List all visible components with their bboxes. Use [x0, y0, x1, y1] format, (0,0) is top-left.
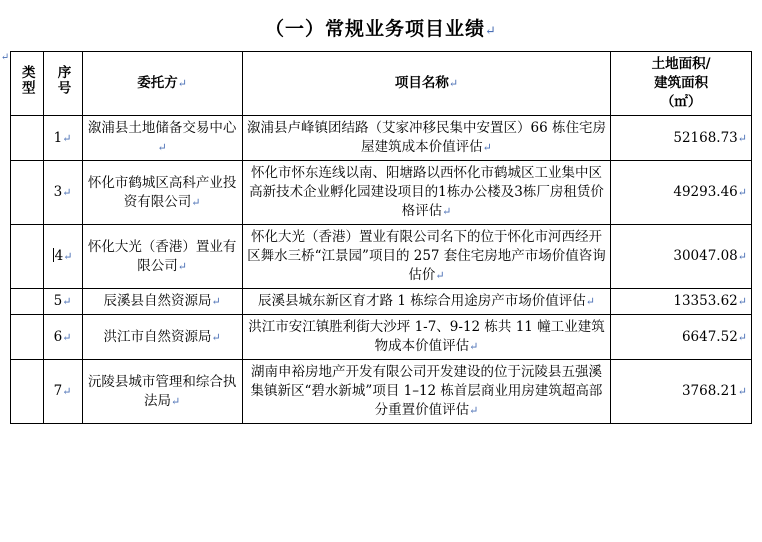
cell-type [11, 161, 44, 225]
cell-area-value: 13353.62 [673, 293, 738, 309]
cell-project-value: 洪江市安江镇胜利街大沙坪 1-7、9-12 栋共 11 幢工业建筑物成本价值评估 [248, 319, 605, 354]
cell-client [82, 225, 242, 289]
cell-client-value: 溆浦县土地储备交易中心 [87, 120, 237, 136]
column-header-area [611, 52, 752, 116]
cell-area [611, 289, 752, 315]
table-row [11, 116, 752, 161]
paragraph-mark-icon: ↵ [62, 186, 72, 199]
column-header-type [11, 52, 44, 116]
paragraph-mark-icon: ↵ [62, 295, 72, 308]
cell-project [242, 289, 610, 315]
cell-seq [43, 315, 82, 360]
cell-client [82, 289, 242, 315]
paragraph-mark-icon: ↵ [211, 295, 221, 308]
paragraph-mark-icon: ↵ [62, 131, 72, 145]
page-title [0, 0, 762, 51]
column-header-project [242, 52, 610, 116]
table-header-row [11, 52, 752, 116]
cell-project [242, 161, 610, 225]
cell-type [11, 289, 44, 315]
table-row [11, 161, 752, 225]
cell-type [11, 315, 44, 360]
cell-seq-value: 7 [53, 383, 63, 399]
cell-project [242, 116, 610, 161]
cell-project [242, 360, 610, 424]
cell-seq-value: 6 [53, 328, 63, 345]
cell-client-value: 辰溪县自然资源局 [103, 293, 212, 309]
cell-project-value: 怀化大光（香港）置业有限公司名下的位于怀化市河西经开区舞水三桥“江景园”项目的 257 套住宅房地产市场价值咨询估价 [247, 229, 606, 283]
cell-project-value: 溆浦县卢峰镇团结路（艾家冲移民集中安置区）66 栋住宅房屋建筑成本价值评估 [247, 120, 606, 155]
cell-type [11, 116, 44, 161]
cell-area-value: 49293.46 [673, 184, 738, 200]
cell-type [11, 360, 44, 424]
paragraph-mark-icon: ↵ [442, 205, 452, 218]
cell-seq-value: 4 [54, 248, 64, 264]
column-header-seq-label: 序号 [54, 65, 71, 96]
cell-project [242, 225, 610, 289]
paragraph-mark-icon: ↵ [737, 250, 747, 263]
cell-seq [43, 116, 82, 161]
cell-client-value: 沅陵县城市管理和综合执法局 [87, 373, 237, 409]
table-row [11, 360, 752, 424]
paragraph-mark-icon: ↵ [737, 385, 747, 398]
cell-area-value: 30047.08 [673, 248, 738, 264]
paragraph-mark-icon: ↵ [737, 186, 747, 199]
column-header-seq [43, 52, 82, 116]
paragraph-mark-icon: ↵ [435, 269, 445, 282]
cell-seq [43, 289, 82, 315]
cell-seq-value: 1 [53, 129, 63, 146]
cell-client [82, 315, 242, 360]
paragraph-mark-icon: ↵ [171, 394, 181, 408]
cell-area [611, 315, 752, 360]
cell-area [611, 161, 752, 225]
table-row [11, 289, 752, 315]
paragraph-mark-icon: ↵ [63, 250, 73, 263]
paragraph-mark-icon: ↵ [469, 404, 479, 417]
cell-area-value: 52168.73 [673, 129, 738, 146]
column-header-project-label: 项目名称 [394, 75, 449, 91]
cell-client-value: 怀化市鹤城区高科产业投资有限公司 [87, 174, 237, 210]
column-header-client [82, 52, 242, 116]
cell-client [82, 161, 242, 225]
cell-project-value: 湖南申裕房地产开发有限公司开发建设的位于沅陵县五强溪集镇新区“碧水新城”项目 1–12 栋首层商业用房建筑超高部分重置价值评估 [250, 364, 603, 418]
paragraph-mark-icon: ↵ [585, 295, 595, 308]
page-title-text: （一）常规业务项目业绩 [265, 18, 486, 40]
cell-client-value: 洪江市自然资源局 [103, 328, 212, 345]
paragraph-mark-icon: ↵ [482, 141, 492, 154]
paragraph-mark-icon: ↵ [62, 385, 72, 398]
paragraph-mark-icon: ↵ [737, 131, 747, 145]
paragraph-mark-icon: ↵ [737, 330, 747, 344]
margin-mark: ↵ [0, 52, 10, 63]
paragraph-mark-icon: ↵ [62, 330, 72, 344]
cell-type [11, 225, 44, 289]
cell-project-value: 辰溪县城东新区育才路 1 栋综合用途房产市场价值评估 [258, 293, 586, 309]
column-header-type-label: 类型 [18, 65, 35, 96]
cell-area [611, 225, 752, 289]
cell-client-value: 怀化大光（香港）置业有限公司 [87, 238, 237, 274]
paragraph-mark-icon: ↵ [157, 141, 167, 154]
paragraph-mark-icon: ↵ [469, 340, 479, 353]
paragraph-mark-icon: ↵ [177, 77, 188, 90]
column-header-area-line2: 建筑面积 [654, 75, 709, 91]
cell-seq [43, 360, 82, 424]
cell-area [611, 360, 752, 424]
paragraph-mark-icon: ↵ [448, 77, 459, 90]
cell-project [242, 315, 610, 360]
cell-area [611, 116, 752, 161]
cell-client [82, 116, 242, 161]
cell-project-value: 怀化市怀东连线以南、阳塘路以西怀化市鹤城区工业集中区高新技术企业孵化园建设项目的1栋办公楼及3栋厂房租赁价格评估 [249, 165, 604, 219]
cell-seq-value: 3 [53, 184, 63, 200]
cell-client [82, 360, 242, 424]
margin-marks [0, 52, 10, 64]
cell-area-value: 6647.52 [681, 328, 738, 345]
cell-area-value: 3768.21 [681, 383, 738, 399]
column-header-area-line3: （㎡） [660, 94, 702, 110]
column-header-client-label: 委托方 [137, 75, 178, 91]
cell-seq [43, 225, 82, 289]
performance-table [10, 51, 752, 424]
table-row [11, 315, 752, 360]
cell-seq [43, 161, 82, 225]
paragraph-mark-icon: ↵ [191, 195, 201, 209]
paragraph-mark-icon: ↵ [737, 295, 747, 308]
table-row [11, 225, 752, 289]
paragraph-mark-icon: ↵ [211, 330, 221, 344]
column-header-area-line1: 土地面积/ [651, 56, 711, 72]
cell-seq-value: 5 [53, 293, 63, 309]
paragraph-mark-icon: ↵ [177, 259, 188, 273]
text-cursor [53, 248, 54, 262]
paragraph-mark-icon: ↵ [485, 24, 497, 39]
